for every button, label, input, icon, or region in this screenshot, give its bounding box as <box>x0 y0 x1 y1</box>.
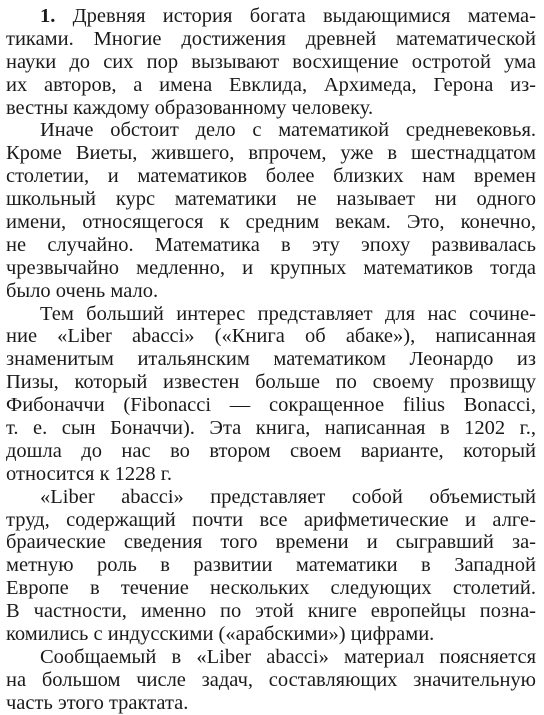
text-line: часть этого трактата. <box>6 691 189 714</box>
text-line: Фибоначчи (Fibonacci — сокращенное filius Bonacci, <box>6 394 536 417</box>
paragraph-4 <box>6 486 536 646</box>
text-line: Сообщаемый в «Liber abacci» материал поясняется <box>40 645 536 668</box>
text-line: науки до сих пор вызывают восхищение остротой ума <box>6 50 536 73</box>
text-line: ние «Liber abacci» («Книга об абаке»), написанная <box>6 325 536 348</box>
text-line: их авторов, а имена Евклида, Архимеда, Герона из- <box>6 73 536 96</box>
text-line: Европе в течение нескольких следующих столетий. <box>6 577 536 600</box>
text-line: не случайно. Математика в эту эпоху развивалась <box>6 233 536 256</box>
section-number: 1. <box>40 5 56 27</box>
text-line: имени, относящегося к средним векам. Это, конечно, <box>6 211 536 234</box>
paragraph-3 <box>6 303 536 486</box>
text-line: труд, содержащий почти все арифметические и алге- <box>6 508 536 531</box>
text-line: «Liber abacci» представляет собой объемистый <box>40 485 536 508</box>
text-line: относится к 1228 г. <box>6 462 173 485</box>
text-line: Кроме Виеты, жившего, впрочем, уже в шестнадцатом <box>6 142 536 165</box>
text-line: было очень мало. <box>6 279 159 302</box>
text-line: Тем больший интерес представляет для нас сочине- <box>40 302 536 325</box>
paragraph-1 <box>6 5 536 119</box>
text-line: тиками. Многие достижения древней математической <box>6 27 536 50</box>
text-line: В частности, именно по этой книге европейцы позна- <box>6 600 536 623</box>
text-line: браические сведения того времени и сыгравший за- <box>6 531 536 554</box>
text-line: на большом числе задач, составляющих значительную <box>6 668 536 691</box>
text-line: 1. Древняя история богата выдающимися матема- <box>40 5 536 27</box>
text-line: метную роль в развитии математики в Западной <box>6 554 536 577</box>
text-line: столетии, и математиков более близких нам времен <box>6 165 536 188</box>
text-line: Иначе обстоит дело с математикой средневековья. <box>40 119 536 142</box>
text-line: комились с индусскими («арабскими») цифрами. <box>6 623 435 646</box>
paragraph-5 <box>6 646 536 715</box>
text-line: Пизы, который известен больше по своему прозвищу <box>6 371 536 394</box>
text-line: знаменитым итальянским математиком Леонардо из <box>6 348 536 371</box>
paragraph-2 <box>6 119 536 302</box>
text-line: чрезвычайно медленно, и крупных математиков тогда <box>6 256 536 279</box>
text-line: вестны каждому образованному человеку. <box>6 96 374 119</box>
text-line: т. е. сын Боначчи). Эта книга, написанная в 1202 г., <box>6 417 536 440</box>
text-line: школьный курс математики не называет ни одного <box>6 188 536 211</box>
text-line: дошла до нас во втором своем варианте, который <box>6 439 536 462</box>
